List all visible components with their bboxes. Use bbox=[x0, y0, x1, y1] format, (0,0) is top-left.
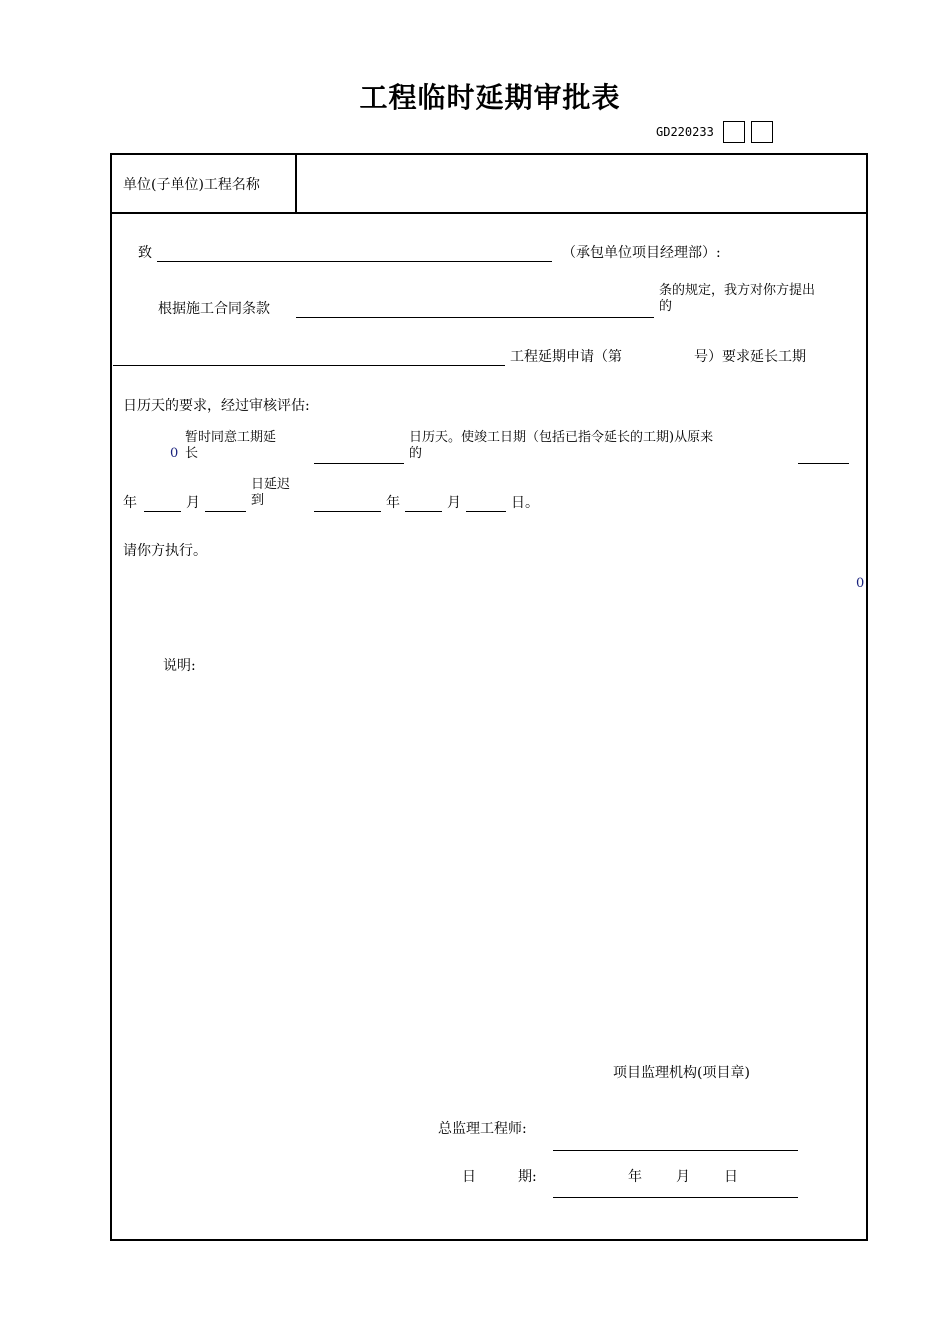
code-box-1[interactable] bbox=[723, 121, 745, 143]
agree-mid-2: 的 bbox=[409, 446, 423, 461]
agree-zero-value: 0 bbox=[170, 446, 179, 461]
header-column-divider bbox=[295, 153, 297, 213]
header-divider bbox=[110, 212, 868, 214]
date-label-2: 期: bbox=[518, 1169, 537, 1185]
new-year-field[interactable] bbox=[314, 511, 381, 512]
new-day-field[interactable] bbox=[466, 511, 506, 512]
original-day-field[interactable] bbox=[205, 511, 246, 512]
to-label: 致 bbox=[138, 245, 152, 261]
day-end-label: 日。 bbox=[511, 495, 539, 511]
application-text: 工程延期申请（第 bbox=[510, 349, 622, 365]
days-field[interactable] bbox=[314, 463, 404, 464]
agree-text-1: 暂时同意工期延 bbox=[185, 430, 277, 445]
chief-engineer-label: 总监理工程师: bbox=[438, 1121, 527, 1137]
right-zero-value: 0 bbox=[856, 576, 865, 591]
original-date-field[interactable] bbox=[798, 463, 849, 464]
application-field[interactable] bbox=[113, 365, 505, 366]
clause-suffix-1: 条的规定，我方对你方提出 bbox=[659, 283, 816, 298]
date-month-label: 月 bbox=[676, 1169, 690, 1185]
project-name-label: 单位(子单位)工程名称 bbox=[123, 177, 260, 193]
new-month-field[interactable] bbox=[405, 511, 442, 512]
date-field[interactable] bbox=[553, 1197, 798, 1198]
clause-label: 根据施工合同条款 bbox=[158, 301, 270, 317]
execute-text: 请你方执行。 bbox=[123, 543, 207, 559]
agree-text-2: 长 bbox=[185, 446, 199, 461]
month-label: 月 bbox=[186, 495, 200, 511]
original-month-field[interactable] bbox=[144, 511, 181, 512]
to-suffix: （承包单位项目经理部）: bbox=[562, 245, 721, 261]
code-box-2[interactable] bbox=[751, 121, 773, 143]
form-code: GD220233 bbox=[656, 125, 714, 139]
to-recipient-field[interactable] bbox=[157, 261, 552, 262]
agree-mid-1: 日历天。使竣工日期（包括已指令延长的工期)从原来 bbox=[409, 430, 714, 445]
clause-field[interactable] bbox=[296, 317, 654, 318]
year-label: 年 bbox=[123, 495, 137, 511]
note-label: 说明: bbox=[163, 658, 196, 674]
year2-label: 年 bbox=[386, 495, 400, 511]
page-title: 工程临时延期审批表 bbox=[359, 81, 621, 114]
delay-text-2: 到 bbox=[251, 493, 265, 508]
evaluation-text: 日历天的要求，经过审核评估: bbox=[123, 398, 310, 414]
date-year-label: 年 bbox=[628, 1169, 642, 1185]
date-day-label: 日 bbox=[724, 1169, 738, 1185]
delay-text-1: 日延迟 bbox=[251, 477, 291, 492]
org-stamp-label: 项目监理机构(项目章) bbox=[613, 1065, 750, 1081]
month2-label: 月 bbox=[447, 495, 461, 511]
chief-engineer-signature-field[interactable] bbox=[553, 1150, 798, 1151]
project-name-field[interactable] bbox=[305, 174, 855, 194]
date-label-1: 日 bbox=[462, 1169, 476, 1185]
clause-suffix-2: 的 bbox=[659, 299, 673, 314]
application-text-end: 号）要求延长工期 bbox=[694, 349, 806, 365]
